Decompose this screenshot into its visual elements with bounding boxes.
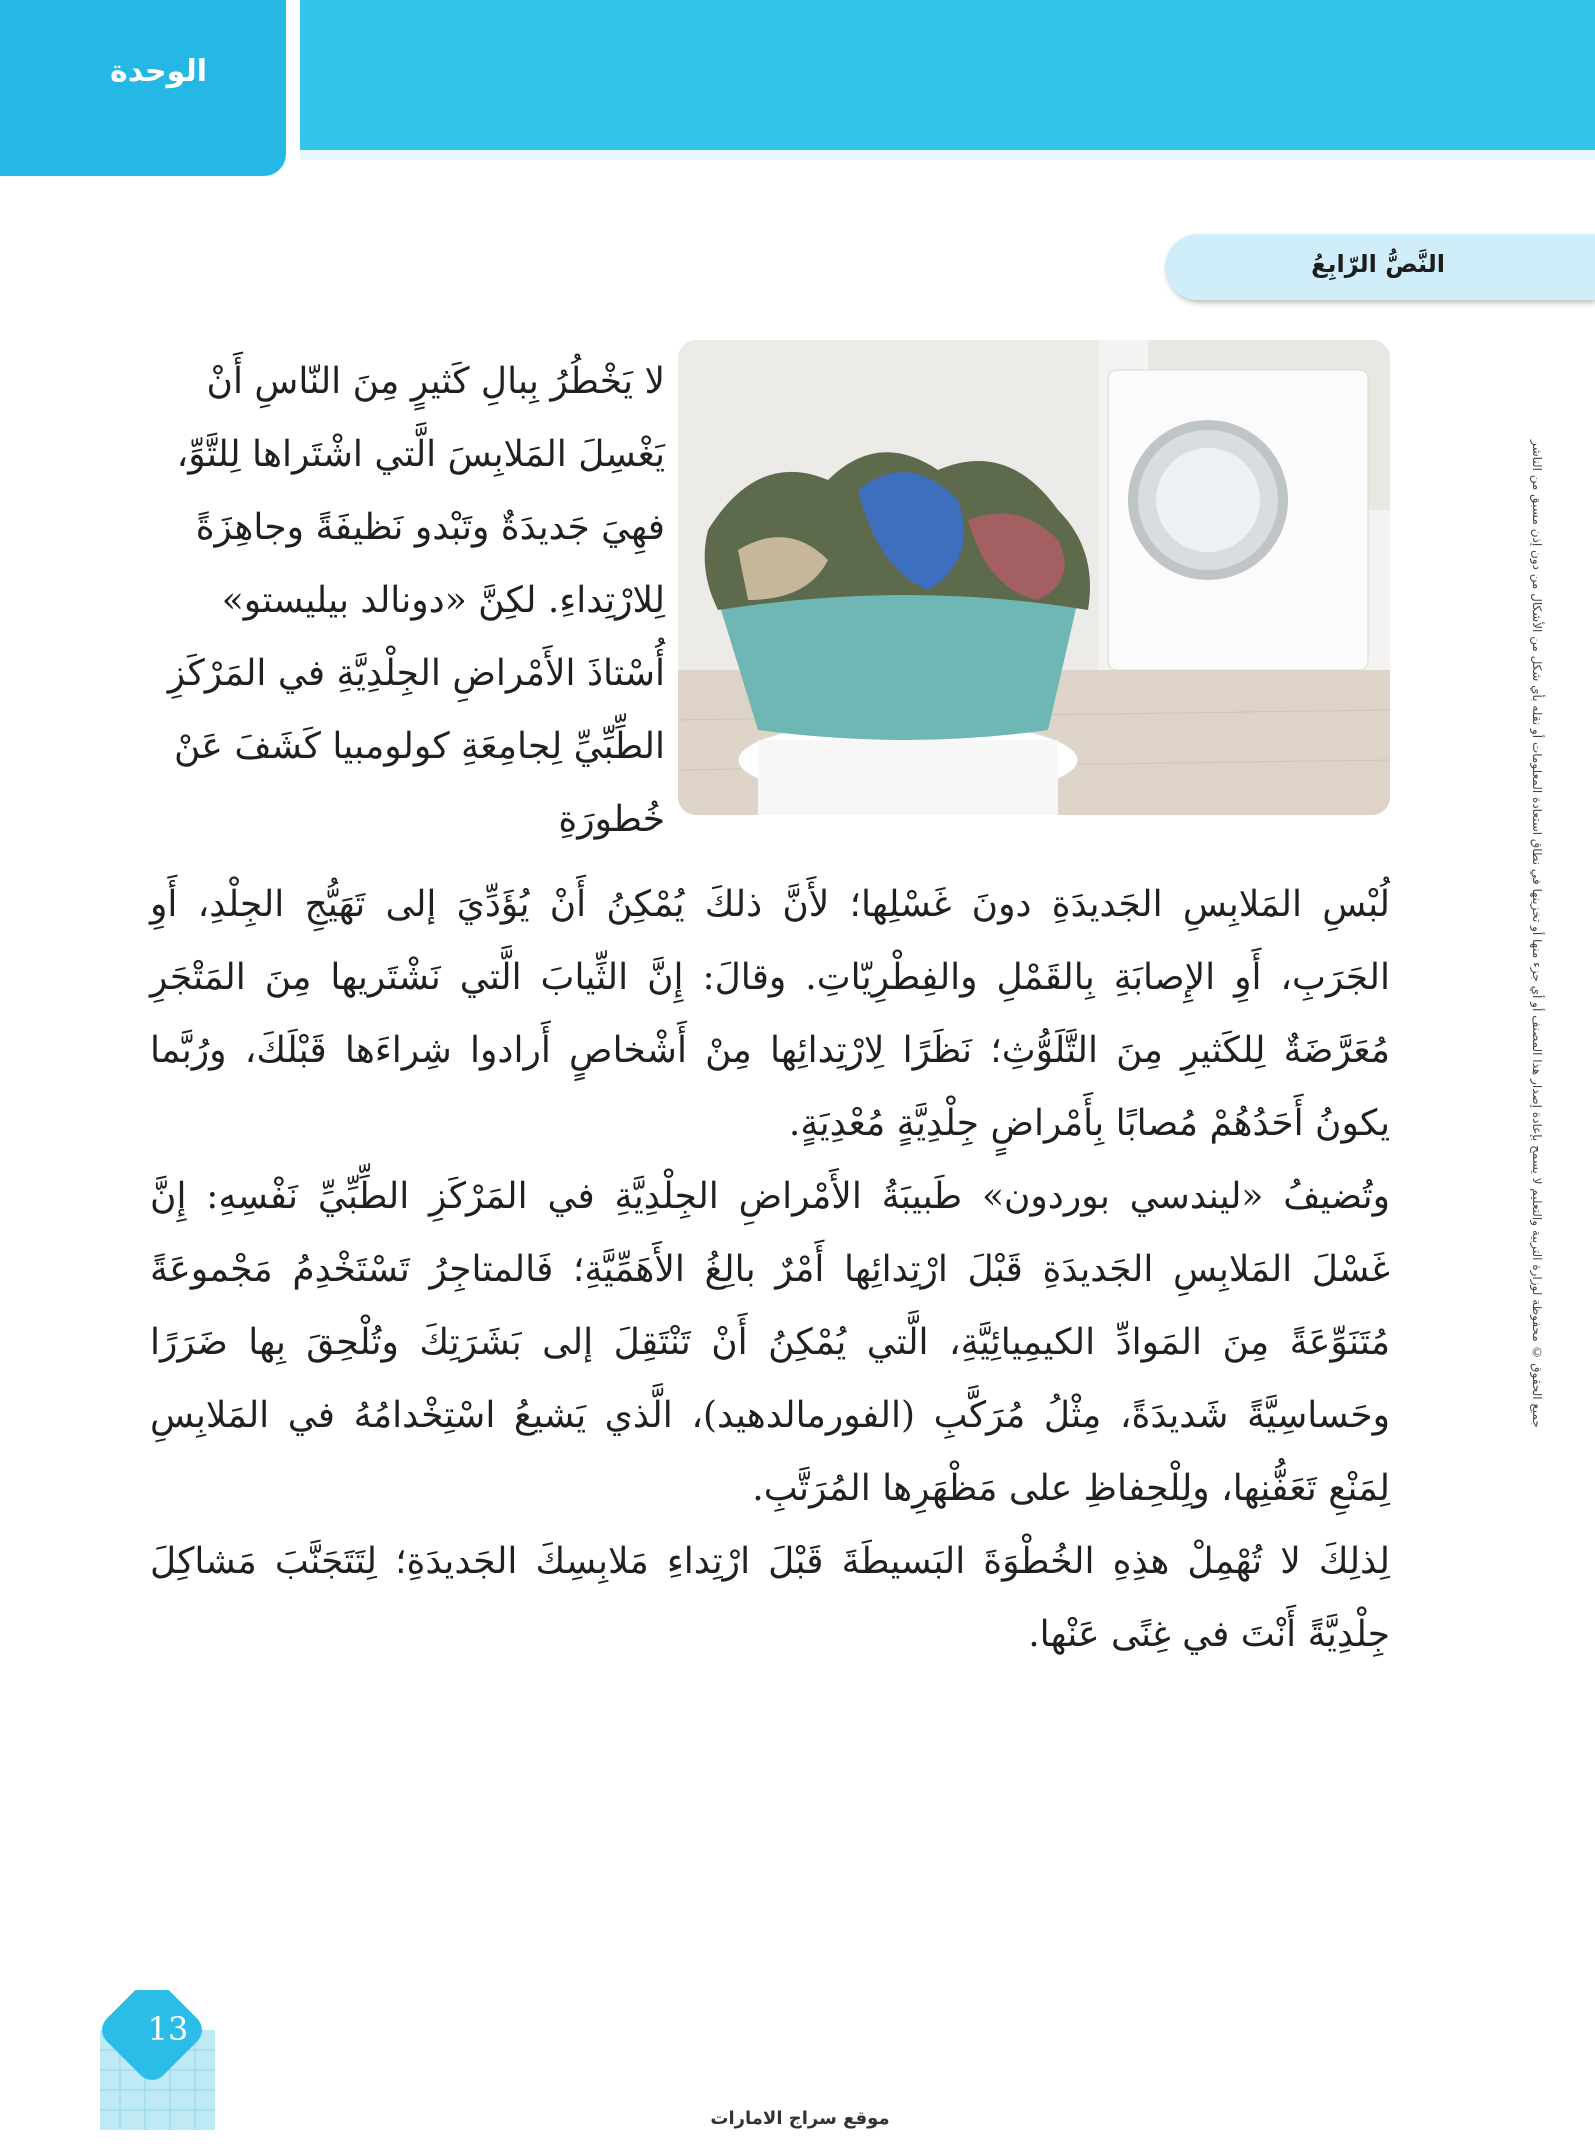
intro-paragraph: لا يَخْطُرُ بِبالِ كَثيرٍ مِنَ النّاسِ أَنْ يَغْسِلَ المَلابِسَ الَّتي اشْتَراها لِلتَّوِّ، فهِيَ جَديدَةٌ وتَبْدو نَظيفَةً وجاهِزَةً لِلارْتِداءِ. لكِنَّ «دونالد بيليستو» أُسْتاذَ الأَمْراضِ الجِلْدِيَّةِ في المَرْكَزِ الطِّبِّيِّ لِجامِعَةِ كولومبيا كَشَفَ عَنْ خُطورَةِ — [167, 361, 665, 840]
section-title-pill — [1165, 234, 1595, 300]
footer-site-name: موقع سراج الامارات — [710, 2108, 890, 2129]
copyright-side-note: جميع الحقوق © محفوظة لوزارة التربية والتعليم لا يسمح بإعادة إصدار هذا المصنف أو أي جزء منها أو تخزينها في نطاق استعادة المعلومات أو نقله بأي شكل من الأشكال من دون إذن مسبق من الناشر — [1530, 440, 1544, 1428]
article-paragraph-2: وتُضيفُ «ليندسي بوردون» طَبيبَةُ الأَمْراضِ الجِلْدِيَّةِ في المَرْكَزِ الطِّبِّيِّ نَفْسِهِ: إِنَّ غَسْلَ المَلابِسِ الجَديدَةِ قَبْلَ ارْتِدائِها أَمْرٌ بالِغُ الأَهَمِّيَّةِ؛ فَالمتاجِرُ تَسْتَخْدِمُ مَجْموعَةً مُتَنَوِّعَةً مِنَ المَوادِّ الكيمِيائِيَّةِ، الَّتي يُمْكِنُ أَنْ تَنْتَقِلَ إلى بَشَرَتِكَ وتُلْحِقَ بِها ضَرَرًا وحَساسِيَّةً شَديدَةً، مِثْلُ مُرَكَّبِ (الفورمالدهيد)، الَّذي يَشيعُ اسْتِخْدامُهُ في المَلابِسِ لِمَنْعِ تَعَفُّنِها، ولِلْحِفاظِ على مَظْهَرِها المُرَتَّبِ. — [150, 1176, 1390, 1509]
page-number: 13 — [147, 2010, 189, 2048]
article-paragraph-1: لُبْسِ المَلابِسِ الجَديدَةِ دونَ غَسْلِها؛ لأَنَّ ذلكَ يُمْكِنُ أَنْ يُؤَدِّيَ إلى تَهَيُّجِ الجِلْدِ، أَوِ الجَرَبِ، أَوِ الإِصابَةِ بِالقَمْلِ والفِطْرِيّاتِ. وقالَ: إِنَّ الثِّيابَ الَّتي نَشْتَريها مِنَ المَتْجَرِ مُعَرَّضَةٌ لِلكَثيرِ مِنَ التَّلَوُّثِ؛ نَظَرًا لِارْتِدائِها مِنْ أَشْخاصٍ أَرادوا شِراءَها قَبْلَكَ، ورُبَّما يكونُ أَحَدُهُمْ مُصابًا بِأَمْراضٍ جِلْدِيَّةٍ مُعْدِيَةٍ. — [150, 884, 1390, 1144]
section-title: النَّصُّ الرّابِعُ — [1311, 250, 1445, 278]
laundry-photo — [678, 340, 1390, 815]
article-paragraph-3: لِذلِكَ لا تُهْمِلْ هذِهِ الخُطْوَةَ البَسيطَةَ قَبْلَ ارْتِداءِ مَلابِسِكَ الجَديدَةِ؛ لِتَتَجَنَّبَ مَشاكِلَ جِلْدِيَّةً أَنْتَ في غِنًى عَنْها. — [150, 1541, 1390, 1655]
header-banner — [300, 0, 1595, 160]
article-body — [150, 868, 1390, 1671]
unit-label: الوحدة — [110, 54, 208, 89]
unit-tab — [0, 0, 300, 190]
